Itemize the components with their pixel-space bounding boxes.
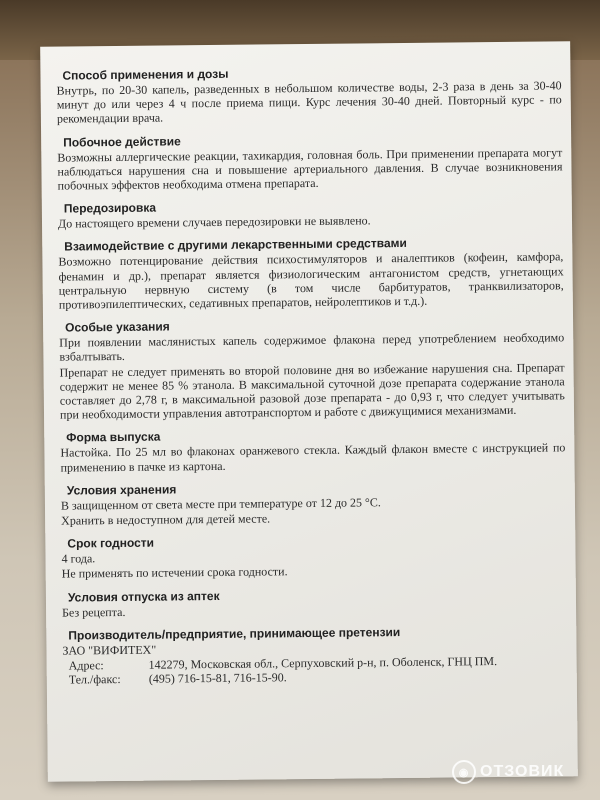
watermark-text: ОТЗОВИК bbox=[480, 763, 565, 780]
address-value: 142279, Московская обл., Серпуховский р-н, п. Оболенск, ГНЦ ПМ. bbox=[148, 654, 498, 672]
section-overdose bbox=[58, 197, 563, 231]
section-paragraph: Настойка. По 25 мл во флаконах оранжевого стекла. Каждый флакон вместе с инструкцией по применению в пачке из картона. bbox=[60, 440, 566, 475]
section-release-form bbox=[60, 426, 565, 475]
section-dispensing bbox=[62, 585, 567, 619]
section-interactions bbox=[58, 235, 564, 312]
section-paragraph: Возможны аллергические реакции, тахикардия, головная боль. При применении препарата могут наблюдаться нарушения сна и повышение артериального давления. В случае возникновения побочных эффектов необходима отмена препарата. bbox=[57, 144, 563, 193]
address-label: Адрес: bbox=[68, 658, 104, 673]
section-heading: Условия хранения bbox=[66, 482, 177, 498]
section-heading: Форма выпуска bbox=[66, 430, 161, 445]
section-paragraph: В защищенном от света месте при температуре от 12 до 25 °С. bbox=[60, 495, 381, 513]
phone-value: (495) 716-15-81, 716-15-90. bbox=[148, 670, 287, 686]
section-heading: Особые указания bbox=[65, 319, 170, 335]
section-paragraph: До настоящего времени случаев передозировки не выявлено. bbox=[57, 213, 371, 231]
manufacturer-company: ЗАО "ВИФИТЕХ" bbox=[62, 642, 157, 658]
leaflet-content bbox=[56, 63, 568, 695]
section-heading: Взаимодействие с другими лекарственными средствами bbox=[64, 236, 407, 254]
section-heading: Срок годности bbox=[67, 535, 155, 551]
section-special-notes bbox=[59, 316, 565, 423]
section-storage bbox=[61, 478, 566, 528]
section-paragraph: Внутрь, по 20-30 капель, разведенных в небольшом количестве воды, 2-3 раза в день за 30-40 минут до или через 4 ч после приема пищи. Курс лечения 30-40 дней. Повторный курс - по рекомендации врача. bbox=[56, 78, 562, 127]
section-side-effects bbox=[57, 130, 563, 193]
phone-label: Тел./факс: bbox=[68, 672, 121, 687]
section-heading: Способ применения и дозы bbox=[62, 66, 229, 83]
section-shelf-life bbox=[61, 532, 566, 582]
section-paragraph: При появлении маслянистых капель содержимое флакона перед употреблением необходимо взбалтывать. bbox=[59, 330, 565, 365]
section-heading: Передозировка bbox=[63, 200, 157, 216]
section-dosage bbox=[56, 63, 562, 126]
section-paragraph: Препарат не следует применять во второй половине дня во избежание нарушения сна. Препарат содержит не менее 85 % этанола. В максимальной суточной дозе препарата содержание этанола составляет до 2,78 г, в максимальной разовой дозе препарата - до 0,93 г, что следует учитывать при необходимости управления автотранспортом и работе с движущимися механизмами. bbox=[59, 359, 565, 422]
section-paragraph: 4 года. bbox=[61, 551, 96, 566]
otzovik-logo-icon: ◉ bbox=[452, 760, 476, 784]
instruction-leaflet bbox=[40, 41, 578, 782]
section-paragraph: Возможно потенцирование действия психостимуляторов и аналептиков (кофеин, камфора, фенамин и др.), препарат является физиологическим антагонистом средств, угнетающих центральную нервную систему (в том числе барбитуратов, транквилизаторов, противоэпилептических, седативных препаратов, нейролептиков и т.д.). bbox=[58, 249, 564, 312]
section-heading: Побочное действие bbox=[63, 133, 181, 150]
section-paragraph: Хранить в недоступном для детей месте. bbox=[61, 511, 271, 528]
section-heading: Условия отпуска из аптек bbox=[67, 588, 220, 605]
section-heading: Производитель/предприятие, принимающее претензии bbox=[68, 624, 401, 643]
section-paragraph: Не применять по истечении срока годности. bbox=[61, 564, 288, 582]
watermark bbox=[452, 760, 564, 784]
section-manufacturer bbox=[62, 623, 568, 686]
section-paragraph: Без рецепта. bbox=[62, 604, 126, 620]
